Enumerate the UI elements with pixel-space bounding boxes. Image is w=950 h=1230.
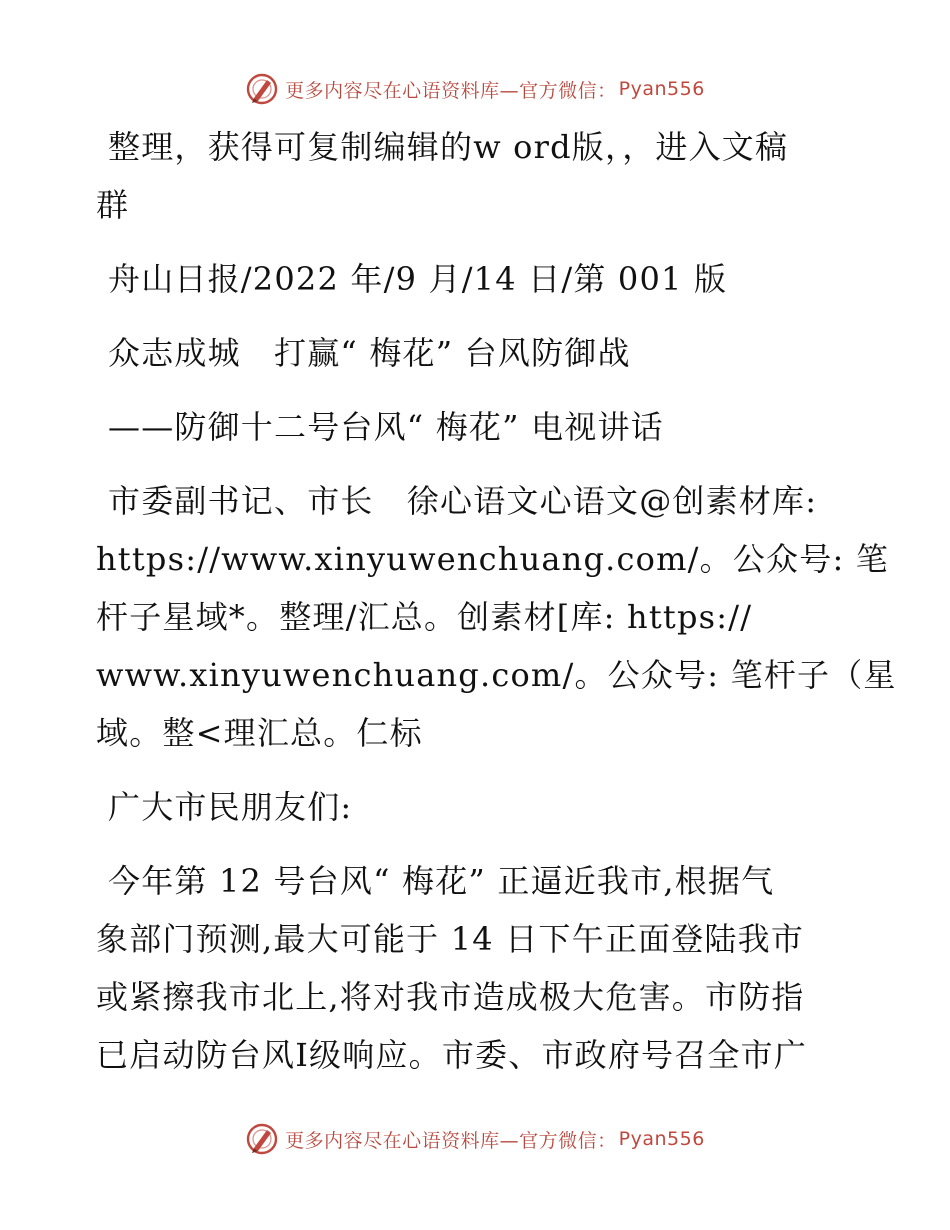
pen-logo-icon bbox=[245, 72, 279, 106]
watermark-wechat-id: Pyan556 bbox=[618, 1128, 705, 1150]
watermark-text: 更多内容尽在心语资料库—官方微信： bbox=[285, 79, 617, 102]
body-line: 已启动防台风Ⅰ级响应。市委、市政府号召全市广 bbox=[96, 1036, 808, 1074]
author-line: 市委副书记、市长 徐心语文心语文@创素材库: bbox=[108, 482, 818, 520]
footer-watermark bbox=[0, 1122, 950, 1156]
body-paragraph bbox=[96, 852, 836, 1084]
watermark-text: 更多内容尽在心语资料库—官方微信： bbox=[285, 1129, 617, 1152]
article-title: 众志成城 打赢“ 梅花” 台风防御战 bbox=[108, 334, 631, 372]
body-line: 象部门预测,最大可能于 14 日下午正面登陆我市 bbox=[96, 920, 805, 958]
watermark-wechat-id: Pyan556 bbox=[618, 78, 705, 100]
greeting: 广大市民朋友们: bbox=[108, 788, 353, 826]
source-line: 舟山日报/2022 年/9 月/14 日/第 001 版 bbox=[108, 260, 728, 298]
body-line: 今年第 12 号台风“ 梅花” 正逼近我市,根据气 bbox=[108, 862, 775, 900]
header-watermark bbox=[0, 72, 950, 106]
author-line: www.xinyuwenchuang.com/。公众号: 笔杆子（星 bbox=[96, 656, 897, 694]
intro-line: 整理，获得可复制编辑的w ord版，，进入文稿 bbox=[108, 128, 789, 166]
article-subtitle: ——防御十二号台风“ 梅花” 电视讲话 bbox=[108, 408, 664, 446]
author-line: 杆子星域*。整理/汇总。创素材[库: https:// bbox=[96, 598, 753, 636]
body-line: 或紧擦我市北上,将对我市造成极大危害。市防指 bbox=[96, 978, 805, 1016]
author-line: https://www.xinyuwenchuang.com/。公众号: 笔 bbox=[96, 540, 889, 578]
pen-logo-icon bbox=[245, 1122, 279, 1156]
document-body bbox=[96, 118, 897, 1084]
intro-line: 群 bbox=[96, 186, 130, 224]
author-line: 域。整<理汇总。仁标 bbox=[96, 714, 423, 752]
author-paragraph bbox=[96, 472, 897, 762]
